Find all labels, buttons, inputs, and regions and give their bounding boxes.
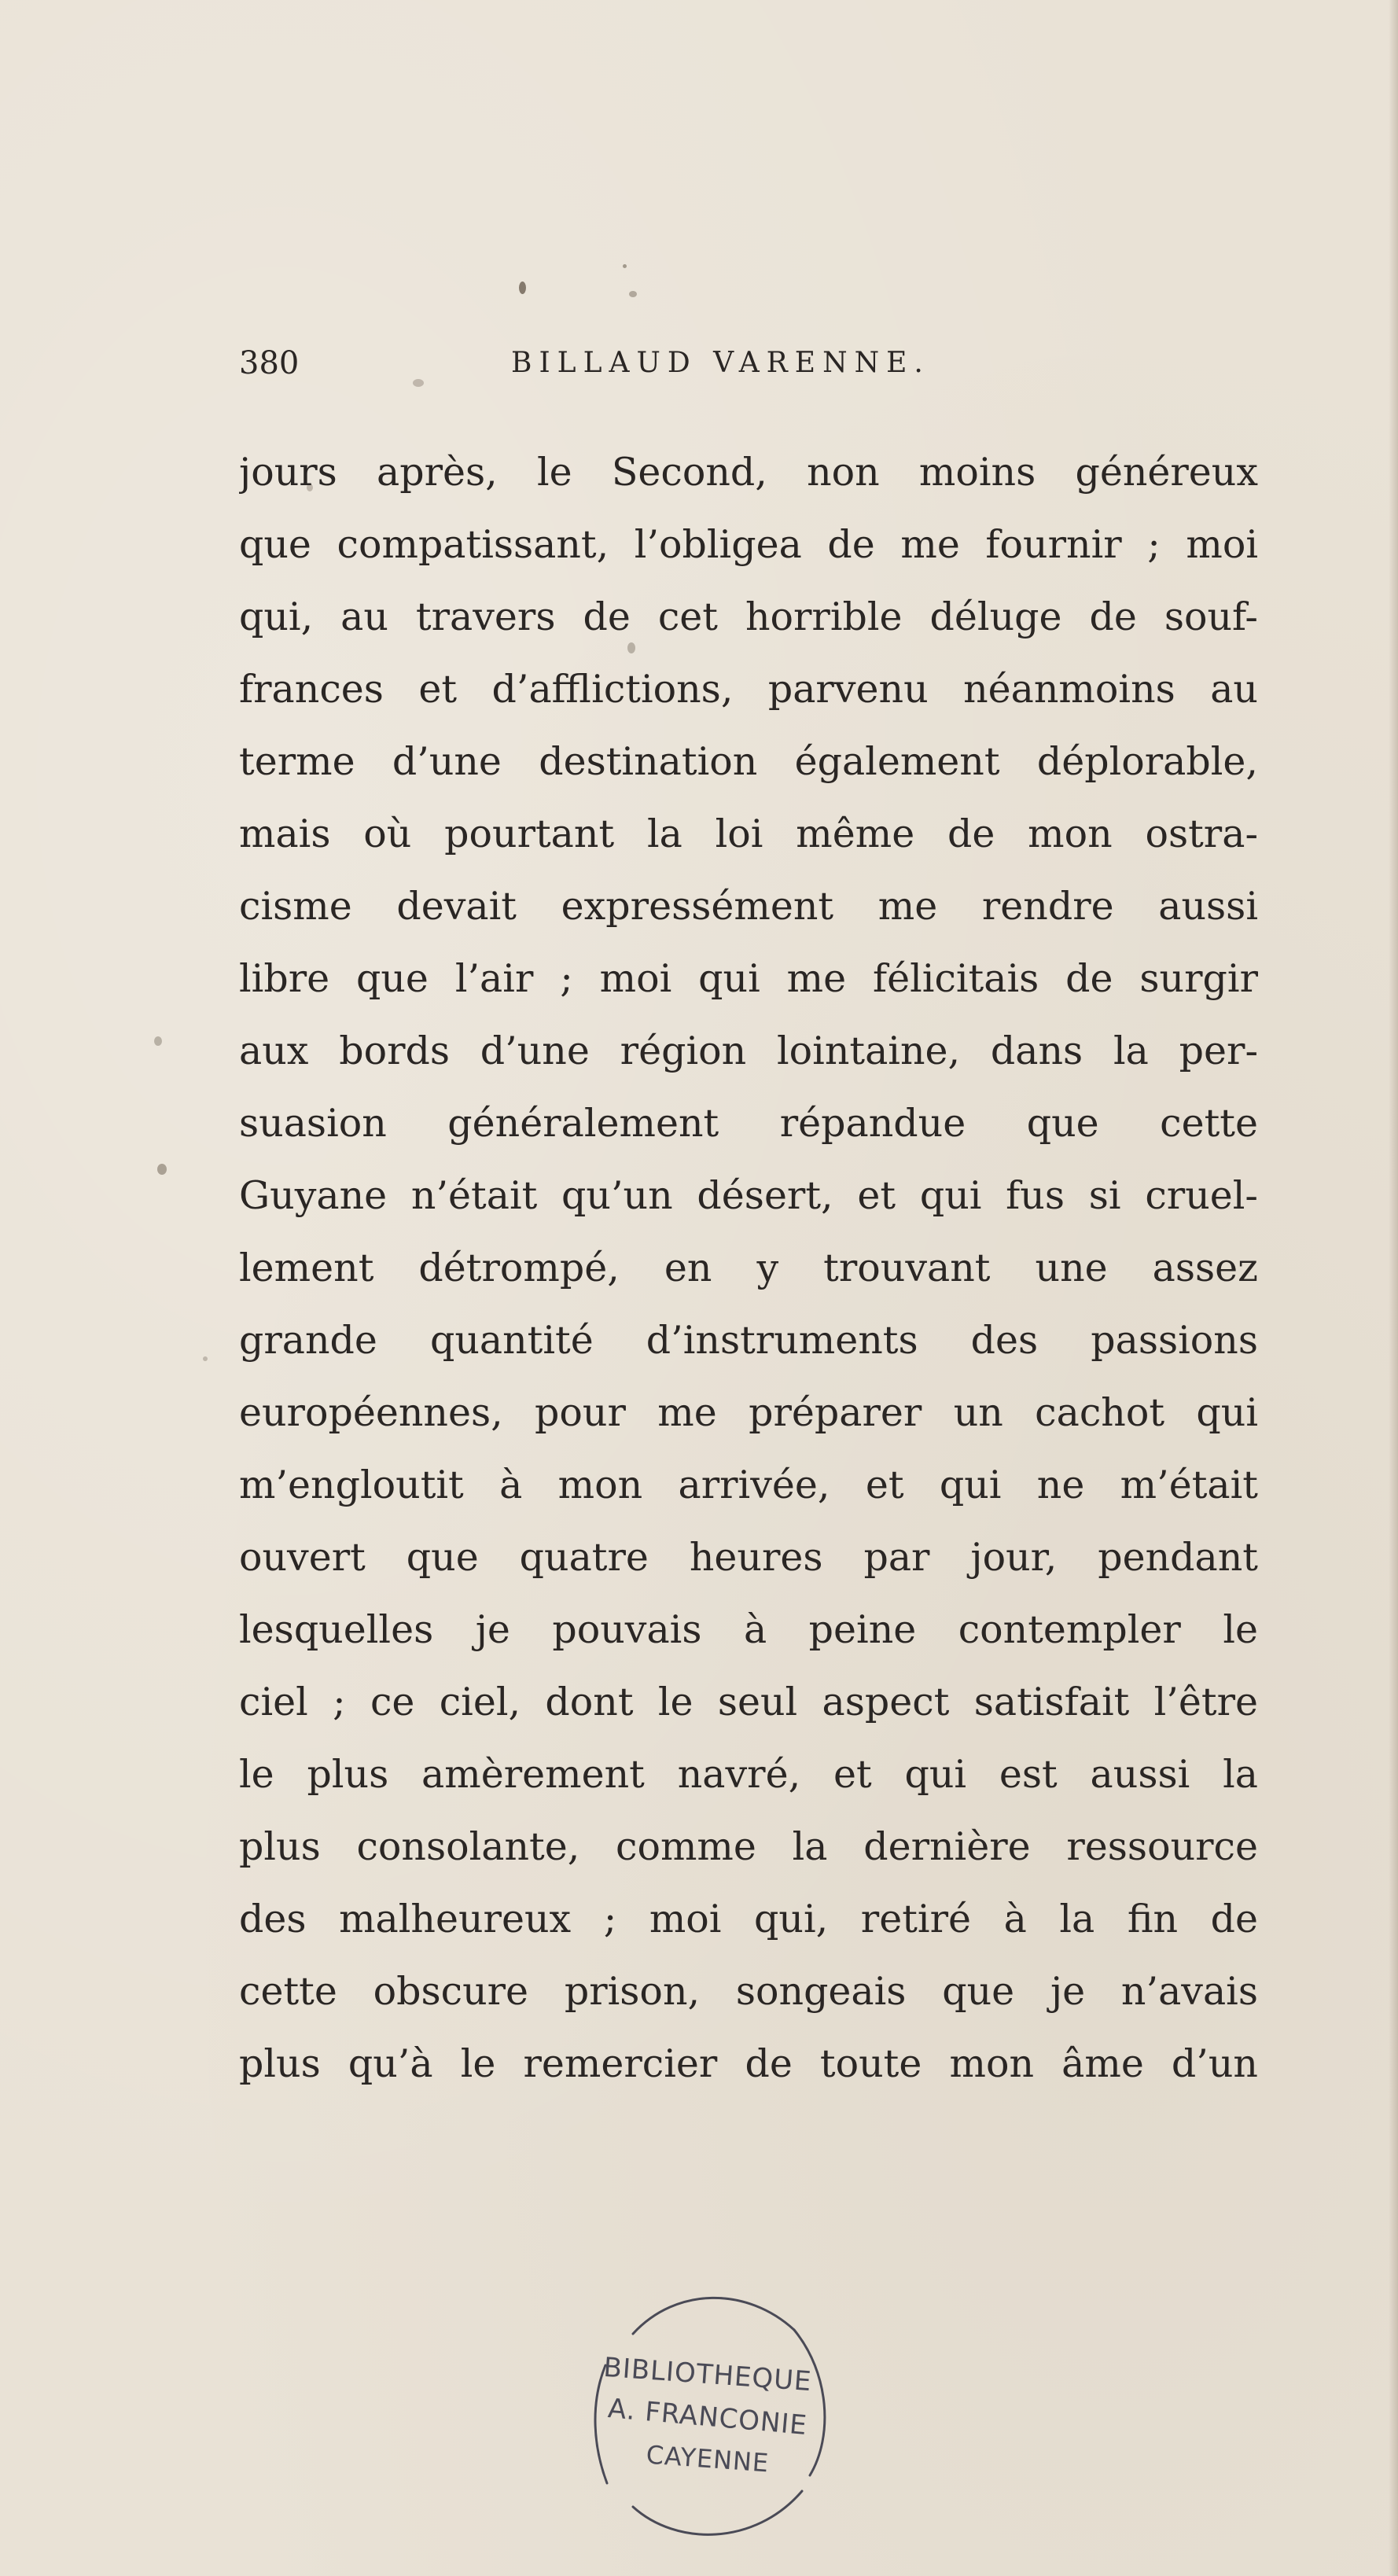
text-line: plus qu’à le remercier de toute mon âme d’un [239, 2041, 1258, 2086]
page-header [0, 340, 1398, 387]
running-head: BILLAUD VARENNE. [511, 347, 930, 379]
ink-speck [203, 1356, 208, 1361]
ink-speck [154, 1036, 162, 1046]
text-line: lement détrompé, en y trouvant une assez [239, 1246, 1258, 1290]
text-line: que compatissant, l’obligea de me fournir ; moi [239, 522, 1258, 567]
text-line: plus consolante, comme la dernière ressource [239, 1824, 1258, 1869]
text-line: grande quantité d’instruments des passions [239, 1318, 1258, 1363]
text-line: cette obscure prison, songeais que je n’avais [239, 1969, 1258, 2014]
text-line: ouvert que quatre heures par jour, pendant [239, 1535, 1258, 1580]
text-line: cisme devait expressément me rendre aussi [239, 884, 1258, 929]
text-line: le plus amèrement navré, et qui est aussi la [239, 1752, 1258, 1797]
library-stamp [558, 2255, 857, 2554]
text-line: lesquelles je pouvais à peine contempler le [239, 1607, 1258, 1652]
text-line: m’engloutit à mon arrivée, et qui ne m’était [239, 1463, 1258, 1507]
text-line: suasion généralement répandue que cette [239, 1101, 1258, 1146]
text-line: des malheureux ; moi qui, retiré à la fin de [239, 1897, 1258, 1941]
text-line: frances et d’afflictions, parvenu néanmoins au [239, 667, 1258, 712]
stamp-text-city: CAYENNE [645, 2439, 771, 2478]
ink-speck [623, 264, 627, 268]
ink-speck [629, 291, 637, 297]
stamp-text-library: BIBLIOTHEQUE [602, 2351, 813, 2398]
text-line: aux bords d’une région lointaine, dans la per- [239, 1029, 1258, 1073]
body-text [239, 436, 1258, 2100]
text-line: qui, au travers de cet horrible déluge de souf- [239, 594, 1258, 639]
ink-speck [519, 282, 526, 294]
text-line: jours après, le Second, non moins généreux [239, 450, 1258, 495]
text-line: européennes, pour me préparer un cachot qui [239, 1390, 1258, 1435]
ink-speck [157, 1164, 167, 1175]
page-number: 380 [239, 345, 300, 381]
text-line: terme d’une destination également déplorable, [239, 739, 1258, 784]
stamp-arc-bottom [633, 2491, 802, 2534]
text-line: Guyane n’était qu’un désert, et qui fus si cruel- [239, 1173, 1258, 1218]
text-line: libre que l’air ; moi qui me félicitais de surgir [239, 956, 1258, 1001]
stamp-arc-top [633, 2298, 794, 2334]
text-line: mais où pourtant la loi même de mon ostra- [239, 811, 1258, 856]
text-line: ciel ; ce ciel, dont le seul aspect satisfait l’être [239, 1680, 1258, 1724]
stamp-text-owner: A. FRANCONIE [606, 2392, 809, 2442]
